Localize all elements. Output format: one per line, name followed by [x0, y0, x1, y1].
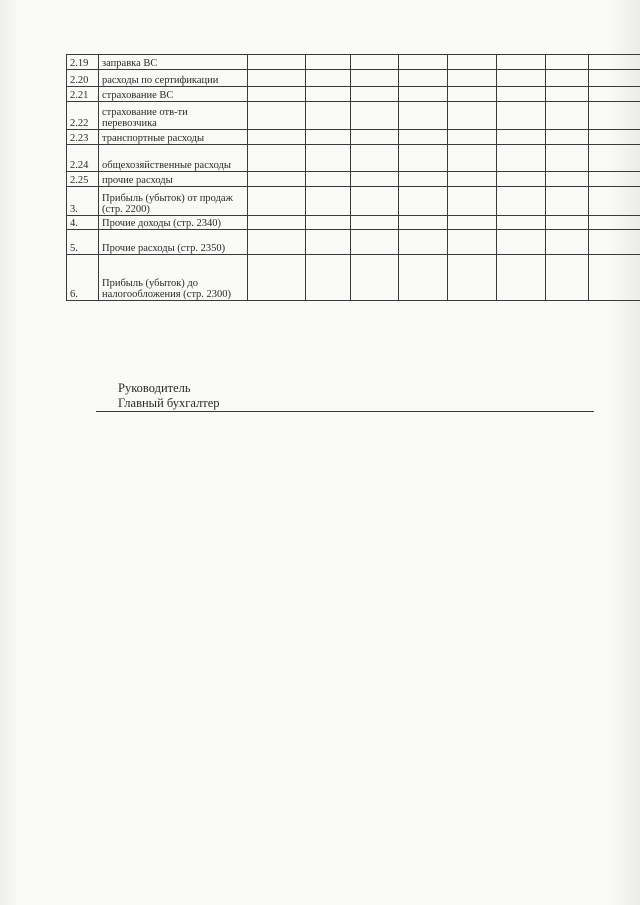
- value-cell: [497, 102, 546, 130]
- value-cell: [248, 102, 306, 130]
- table-row: [67, 87, 640, 102]
- value-cell: [248, 87, 306, 102]
- financial-report-table: [66, 54, 640, 301]
- value-cell: [248, 70, 306, 87]
- value-cell: [306, 130, 351, 145]
- value-cell: [351, 87, 399, 102]
- row-label-cell: Прочие расходы (стр. 2350): [99, 230, 248, 255]
- value-cell: [546, 145, 589, 172]
- value-cell: [497, 230, 546, 255]
- value-cell: [248, 145, 306, 172]
- value-cell: [399, 70, 448, 87]
- row-number-cell: 3.: [67, 187, 99, 216]
- value-cell: [306, 55, 351, 70]
- value-cell: [248, 172, 306, 187]
- value-cell: [589, 55, 640, 70]
- table-row: [67, 216, 640, 230]
- row-label-cell: страхование отв-ти перевозчика: [99, 102, 248, 130]
- table-row: [67, 255, 640, 301]
- director-signature-label: Руководитель: [118, 381, 191, 395]
- value-cell: [589, 187, 640, 216]
- table-row: [67, 172, 640, 187]
- row-label-cell: страхование ВС: [99, 87, 248, 102]
- table-row: [67, 70, 640, 87]
- value-cell: [306, 87, 351, 102]
- value-cell: [248, 55, 306, 70]
- value-cell: [497, 87, 546, 102]
- value-cell: [497, 70, 546, 87]
- value-cell: [399, 172, 448, 187]
- value-cell: [448, 130, 497, 145]
- row-label-cell: заправка ВС: [99, 55, 248, 70]
- value-cell: [399, 102, 448, 130]
- value-cell: [497, 145, 546, 172]
- table-row: [67, 130, 640, 145]
- value-cell: [448, 172, 497, 187]
- table-row: [67, 230, 640, 255]
- value-cell: [399, 130, 448, 145]
- value-cell: [248, 187, 306, 216]
- value-cell: [497, 130, 546, 145]
- value-cell: [448, 216, 497, 230]
- row-label-cell: транспортные расходы: [99, 130, 248, 145]
- value-cell: [546, 130, 589, 145]
- value-cell: [589, 130, 640, 145]
- value-cell: [546, 216, 589, 230]
- value-cell: [546, 172, 589, 187]
- value-cell: [248, 216, 306, 230]
- value-cell: [306, 216, 351, 230]
- value-cell: [589, 255, 640, 301]
- value-cell: [497, 216, 546, 230]
- value-cell: [448, 87, 497, 102]
- value-cell: [306, 172, 351, 187]
- row-number-cell: 2.24: [67, 145, 99, 172]
- value-cell: [399, 55, 448, 70]
- value-cell: [351, 130, 399, 145]
- value-cell: [351, 172, 399, 187]
- table-row: [67, 145, 640, 172]
- value-cell: [306, 145, 351, 172]
- row-number-cell: 2.20: [67, 70, 99, 87]
- value-cell: [546, 187, 589, 216]
- value-cell: [589, 230, 640, 255]
- row-label-cell: общехозяйственные расходы: [99, 145, 248, 172]
- row-label-cell: расходы по сертификации: [99, 70, 248, 87]
- row-number-cell: 2.19: [67, 55, 99, 70]
- value-cell: [546, 230, 589, 255]
- value-cell: [589, 70, 640, 87]
- value-cell: [399, 216, 448, 230]
- row-number-cell: 5.: [67, 230, 99, 255]
- row-label-cell: Прочие доходы (стр. 2340): [99, 216, 248, 230]
- value-cell: [448, 187, 497, 216]
- value-cell: [448, 145, 497, 172]
- value-cell: [306, 255, 351, 301]
- value-cell: [306, 187, 351, 216]
- value-cell: [399, 145, 448, 172]
- value-cell: [448, 70, 497, 87]
- value-cell: [497, 255, 546, 301]
- row-number-cell: 2.21: [67, 87, 99, 102]
- value-cell: [351, 55, 399, 70]
- table-row: [67, 187, 640, 216]
- value-cell: [248, 255, 306, 301]
- value-cell: [351, 70, 399, 87]
- value-cell: [306, 70, 351, 87]
- value-cell: [589, 87, 640, 102]
- value-cell: [399, 187, 448, 216]
- row-number-cell: 6.: [67, 255, 99, 301]
- table-row: [67, 102, 640, 130]
- value-cell: [448, 102, 497, 130]
- row-number-cell: 2.22: [67, 102, 99, 130]
- value-cell: [546, 55, 589, 70]
- row-label-cell: Прибыль (убыток) до налогообложения (стр. 2300): [99, 255, 248, 301]
- value-cell: [546, 255, 589, 301]
- value-cell: [351, 187, 399, 216]
- value-cell: [351, 230, 399, 255]
- value-cell: [306, 102, 351, 130]
- value-cell: [546, 102, 589, 130]
- value-cell: [448, 55, 497, 70]
- row-number-cell: 2.25: [67, 172, 99, 187]
- value-cell: [589, 216, 640, 230]
- value-cell: [497, 187, 546, 216]
- value-cell: [589, 145, 640, 172]
- value-cell: [546, 87, 589, 102]
- report-table-body: [67, 55, 640, 301]
- signature-line: [96, 411, 594, 412]
- value-cell: [351, 255, 399, 301]
- value-cell: [589, 172, 640, 187]
- value-cell: [248, 230, 306, 255]
- row-label-cell: прочие расходы: [99, 172, 248, 187]
- value-cell: [448, 230, 497, 255]
- value-cell: [351, 216, 399, 230]
- value-cell: [351, 102, 399, 130]
- row-number-cell: 2.23: [67, 130, 99, 145]
- value-cell: [399, 255, 448, 301]
- value-cell: [589, 102, 640, 130]
- value-cell: [306, 230, 351, 255]
- table-row: [67, 55, 640, 70]
- value-cell: [399, 230, 448, 255]
- chief-accountant-signature-label: Главный бухгалтер: [118, 396, 220, 410]
- value-cell: [248, 130, 306, 145]
- value-cell: [546, 70, 589, 87]
- value-cell: [497, 172, 546, 187]
- value-cell: [497, 55, 546, 70]
- row-label-cell: Прибыль (убыток) от продаж (стр. 2200): [99, 187, 248, 216]
- value-cell: [448, 255, 497, 301]
- row-number-cell: 4.: [67, 216, 99, 230]
- value-cell: [399, 87, 448, 102]
- value-cell: [351, 145, 399, 172]
